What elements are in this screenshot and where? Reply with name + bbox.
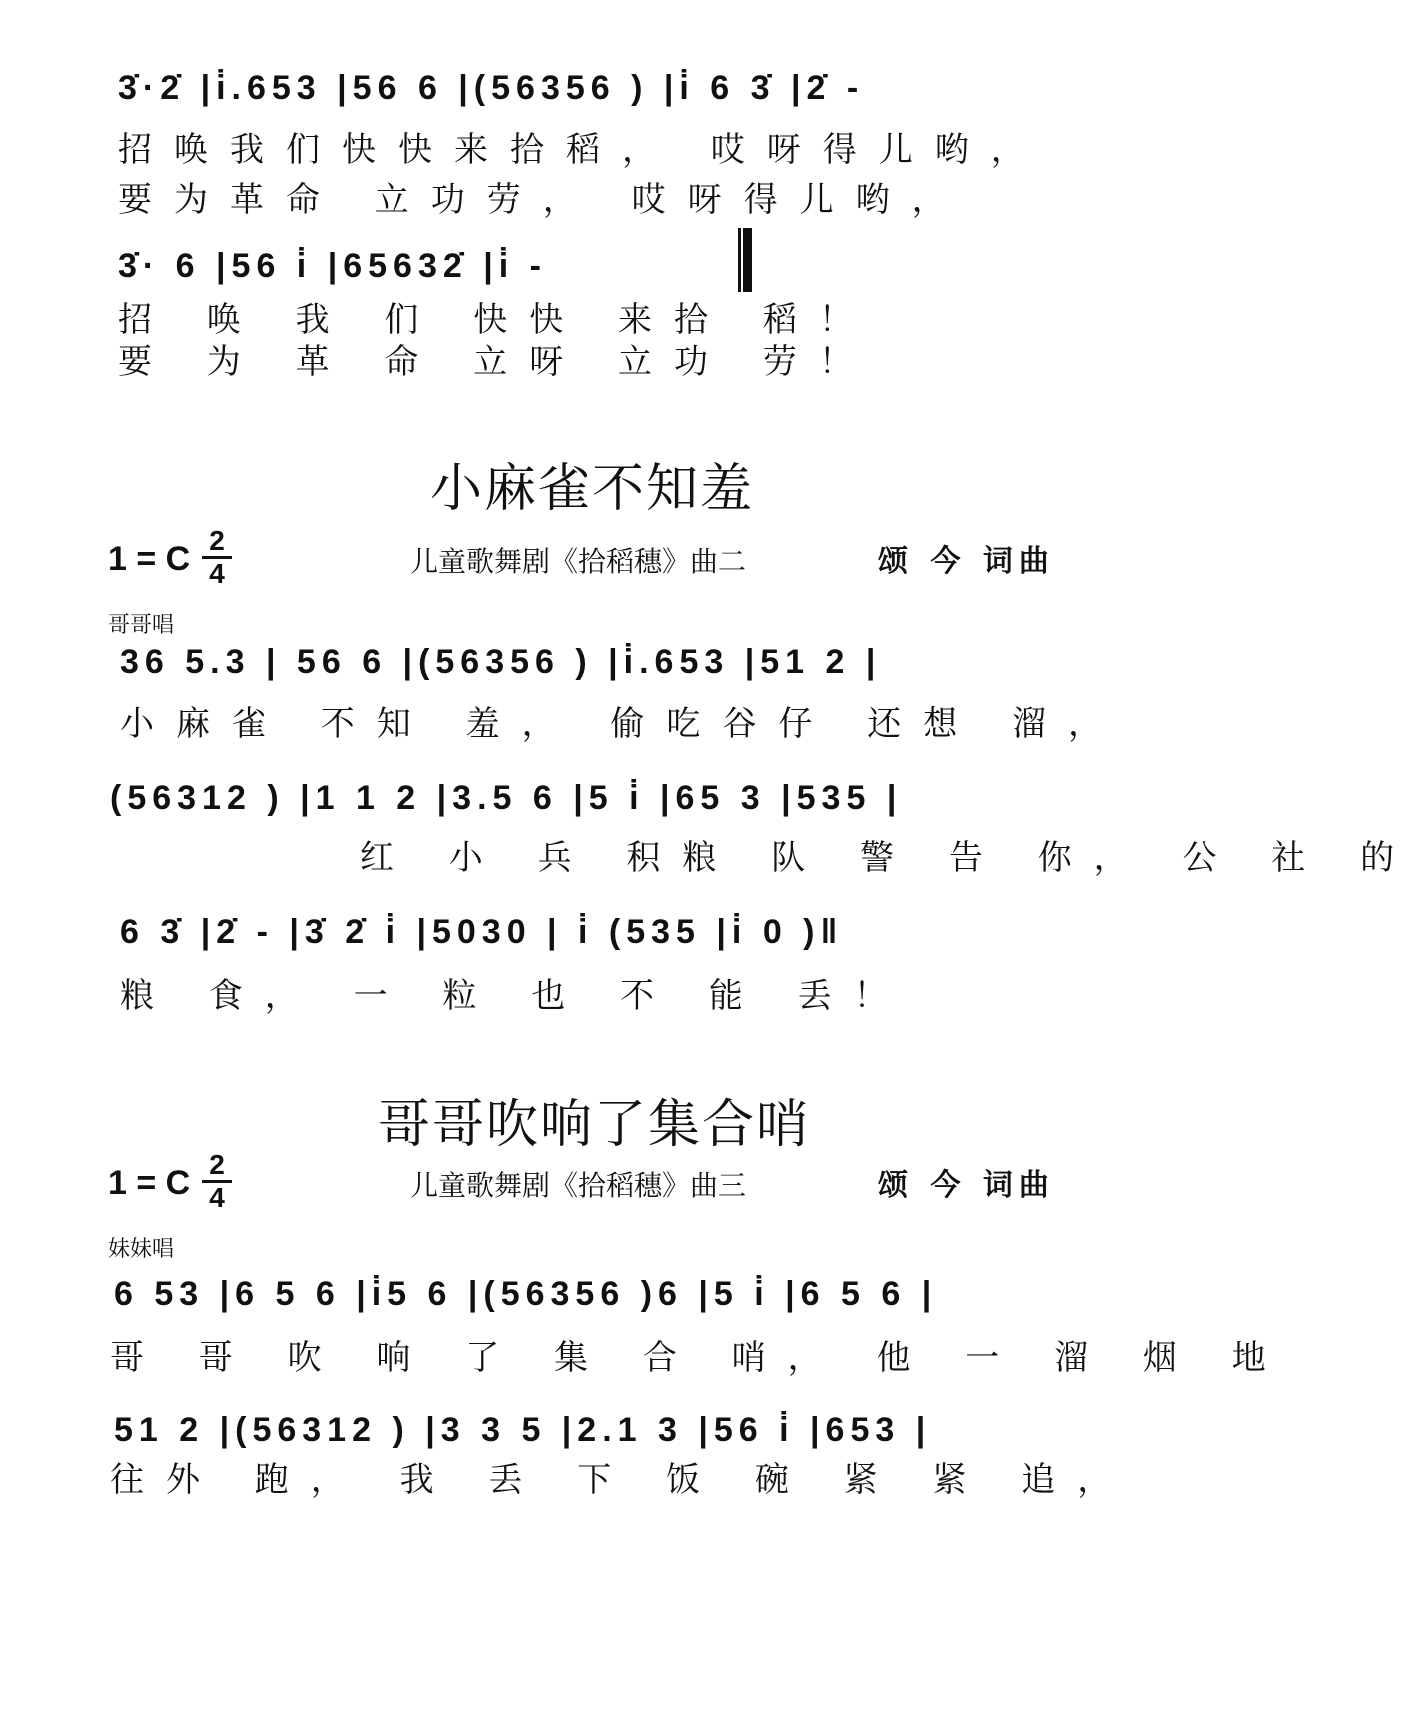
- key-signature: 1 = C: [108, 1164, 191, 1202]
- song1-notes-row2: 3̇· 6 |56 i̇ |65632̇ |i̇ -: [118, 247, 547, 285]
- final-barline: [738, 228, 752, 292]
- song-title: 小麻雀不知羞: [430, 459, 755, 519]
- song3-lyrics-row1: 哥 哥 吹 响 了 集 合 哨， 他 一 溜 烟 地: [110, 1338, 1288, 1378]
- meter-top: 2: [209, 1149, 225, 1180]
- song2-lyrics-row3: 粮 食， 一 粒 也 不 能 丢！: [120, 976, 910, 1016]
- song3-notes-row1: 6 53 |6 5 6 |i̇5 6 |(56356 )6 |5 i̇ |6 5 6 |: [114, 1275, 938, 1313]
- song3-lyrics-row2: 往外 跑， 我 丢 下 饭 碗 紧 紧 追，: [110, 1460, 1134, 1500]
- singer-label: 妹妹唱: [108, 1237, 175, 1262]
- song2-notes-row1: 36 5.3 | 56 6 |(56356 ) |i̇.653 |51 2 |: [120, 643, 882, 681]
- time-signature: [202, 525, 232, 589]
- composer-credit: 颂 今 词曲: [878, 1168, 1055, 1203]
- meter-bottom: 4: [209, 558, 225, 589]
- composer-credit: 颂 今 词曲: [878, 544, 1055, 579]
- song2-notes-row3: 6 3̇ |2̇ - |3̇ 2̇ i̇ |5030 | i̇ (535 |i̇ 0 )‖: [120, 913, 844, 951]
- meter-top: 2: [209, 525, 225, 556]
- song2-lyrics-row2: 红 小 兵 积粮 队 警 告 你， 公 社 的: [360, 838, 1416, 878]
- song-subtitle: 儿童歌舞剧《拾稻穗》曲三: [410, 1169, 747, 1202]
- meter-bottom: 4: [209, 1182, 225, 1213]
- song1-notes-row1: 3̇·2̇ |i̇.653 |56 6 |(56356 ) |i̇ 6 3̇ |2̇ -: [118, 69, 865, 107]
- song1-lyrics-row2-v1: 招 唤 我 们 快快 来拾 稻！: [118, 300, 875, 340]
- time-signature: [202, 1149, 232, 1213]
- song1-lyrics-row1-v2: 要为革命 立功劳， 哎呀得儿哟，: [118, 180, 968, 220]
- song1-lyrics-row1-v1: 招唤我们快快来拾稻， 哎呀得儿哟，: [118, 130, 1047, 170]
- song2-lyrics-row1: 小麻雀 不知 羞， 偷吃谷仔 还想 溜，: [120, 704, 1125, 744]
- song3-notes-row2: 51 2 |(56312 ) |3 3 5 |2.1 3 |56 i̇ |653 |: [114, 1411, 932, 1449]
- singer-label: 哥哥唱: [108, 613, 175, 638]
- song-title: 哥哥吹响了集合哨: [378, 1095, 811, 1155]
- song1-lyrics-row2-v2: 要 为 革 命 立呀 立功 劳！: [118, 342, 875, 382]
- key-signature: 1 = C: [108, 540, 191, 578]
- song2-notes-row2: (56312 ) |1 1 2 |3.5 6 |5 i̇ |65 3 |535 |: [110, 779, 903, 817]
- song-subtitle: 儿童歌舞剧《拾稻穗》曲二: [410, 545, 747, 578]
